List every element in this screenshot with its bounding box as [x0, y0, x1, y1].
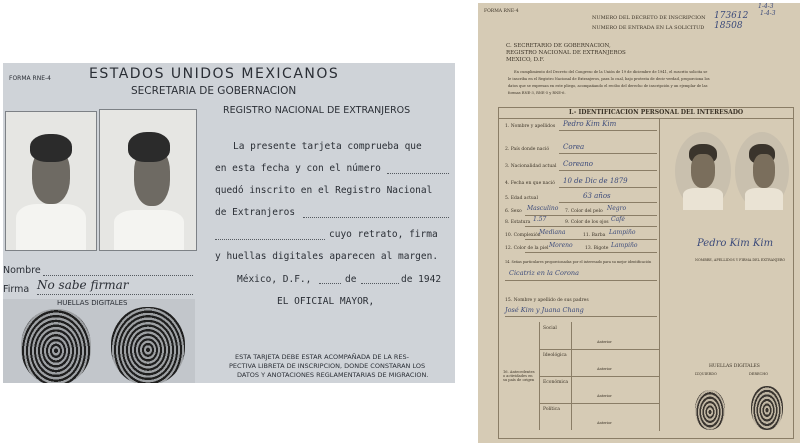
card-title: ESTADOS UNIDOS MEXICANOS [89, 66, 340, 82]
date-de: de [345, 274, 357, 285]
notice-line-2: PECTIVA LIBRETA DE INSCRIPCION, DONDE CONSTARAN LOS [229, 362, 426, 370]
corner-value-1: 1-4-3 [758, 3, 774, 10]
field-label: 1. Nombre y apellidos [505, 124, 556, 129]
side-field-label: 13. Bigote [585, 246, 609, 251]
antecedents-label: 16. Antecedentes o actividades en su país de origen [503, 370, 535, 382]
left-fingerprint [21, 309, 91, 383]
signature-caption: NOMBRE, APELLIDOS Y FIRMA DEL EXTRANJERO [695, 258, 786, 262]
field-value: Corea [563, 143, 585, 151]
right-fingerprint [111, 307, 185, 383]
antecedents-sublabel: Anterior [597, 367, 612, 371]
decree-number-value: 173612 [714, 11, 749, 21]
field-label: 5. Edad actual [505, 196, 538, 201]
field-label: 2. País donde nació [505, 147, 550, 152]
field-label: 10. Complexión [505, 233, 541, 238]
card-form-id: FORMA RNE-4 [9, 75, 51, 82]
left-thumbprint [695, 390, 725, 430]
antecedents-row: Social [543, 326, 557, 331]
body-line-6: y huellas digitales aparecen al margen. [215, 251, 439, 262]
field-value: 63 años [583, 192, 611, 200]
side-field-label: 9. Color de los ojos [565, 220, 609, 225]
entry-number-label: NUMERO DE ENTRADA EN LA SOLICITUD [592, 25, 705, 31]
side-field-label: 11. Barba [583, 233, 606, 238]
right-thumbprint [751, 386, 783, 430]
card-subtitle: SECRETARIA DE GOBERNACION [131, 85, 297, 97]
intro-line-2: le inscriba en el Registro Nacional de Extranjeros, para lo cual, bajo protesta de decir verdad, proporciona los [508, 77, 710, 81]
antecedents-row: Económica [543, 380, 569, 385]
field-value: Moreno [549, 242, 573, 249]
date-year: de 1942 [401, 274, 442, 285]
applicant-signature: Pedro Kim Kim [697, 238, 774, 249]
field-label: 3. Nacionalidad actual [505, 164, 557, 169]
field-value: Coreano [563, 160, 593, 168]
notice-line-3: DATOS Y ANOTACIONES REGLAMENTARIAS DE MIGRACION. [237, 371, 429, 379]
corner-value-2: 1-4-3 [760, 10, 776, 17]
field-label: 14. Señas particulares proporcionadas por el interesado para su mejor identificación [505, 260, 652, 264]
officer-title: EL OFICIAL MAYOR, [277, 296, 375, 307]
signature-value: No sabe firmar [37, 278, 129, 292]
antecedents-sublabel: Anterior [597, 421, 612, 425]
address-line-3: MEXICO, D.F. [506, 57, 545, 63]
field-label: 8. Estatura [505, 220, 531, 225]
identification-section [498, 107, 794, 439]
side-field-value: Café [611, 216, 625, 223]
field-value: Cicatriz en la Corona [509, 269, 579, 277]
prints-label: HUELLAS DIGITALES [709, 364, 760, 369]
registry-heading: REGISTRO NACIONAL DE EXTRANJEROS [223, 105, 411, 116]
intro-line-1: En cumplimiento del Decreto del Congreso de la Unión de 19 de diciembre de 1941, el suscrito solicita se [514, 70, 708, 74]
firma-label: Firma [3, 284, 30, 295]
field-label: 12. Color de la piel [505, 246, 549, 251]
front-portrait-photo [5, 111, 97, 251]
antecedents-row: Política [543, 407, 560, 412]
antecedents-sublabel: Anterior [597, 394, 612, 398]
field-value: Mediana [539, 229, 566, 236]
field-value: Pedro Kim Kim [563, 120, 617, 128]
side-field-value: Negro [607, 205, 627, 212]
antecedents-row: Ideológica [543, 353, 567, 358]
prints-sub-left: IZQUIERDO [695, 372, 717, 376]
fingerprints-label: HUELLAS DIGITALES [57, 299, 128, 307]
name-label: Nombre [3, 265, 41, 276]
intro-line-3: datos que se expresan en este pliego, acompañando el recibo del derecho de inscripción y un ejemplar de las [508, 84, 708, 88]
section-title: I.- IDENTIFICACION PERSONAL DEL INTERESADO [569, 109, 744, 116]
entry-number-value: 18508 [714, 21, 743, 31]
profile-photo-oval [735, 132, 789, 210]
decree-number-label: NUMERO DEL DECRETO DE INSCRIPCION [592, 15, 706, 21]
body-line-2: en esta fecha y con el número [215, 163, 381, 174]
body-line-1: La presente tarjeta comprueba que [233, 141, 422, 152]
address-line-2: REGISTRO NACIONAL DE EXTRANJEROS [506, 50, 626, 56]
field-label: 6. Sexo [505, 209, 522, 214]
field-value: 10 de Dic de 1879 [563, 177, 628, 185]
address-line-1: C. SECRETARIO DE GOBERNACION, [506, 43, 611, 49]
fingerprint-area [3, 299, 195, 383]
field-value: Masculino [527, 205, 559, 212]
form-id: FORMA RNE-4 [484, 9, 519, 14]
antecedents-sublabel: Anterior [597, 340, 612, 344]
date-prefix: México, D.F., [237, 274, 312, 285]
field-value: 1.57 [533, 216, 547, 223]
side-field-label: 7. Color del pelo [565, 209, 603, 214]
body-line-3: quedó inscrito en el Registro Nacional [215, 185, 433, 196]
side-field-value: Lampiño [609, 229, 636, 236]
intro-line-4: formas RNE-3, RNE-5 y RNE-6. [508, 91, 566, 95]
registration-card [3, 63, 455, 383]
field-label: 15. Nombre y apellido de sus padres [505, 298, 589, 303]
field-value: José Kim y Juana Chang [505, 306, 584, 314]
body-line-5: cuyo retrato, firma [329, 229, 438, 240]
profile-portrait-photo [99, 109, 197, 251]
prints-sub-right: DERECHO [749, 372, 769, 376]
field-label: 4. Fecha en que nació [505, 181, 555, 186]
body-line-4: de Extranjeros [215, 207, 296, 218]
side-field-value: Lampiño [611, 242, 638, 249]
front-photo-oval [675, 132, 731, 210]
registration-application-form [478, 3, 800, 443]
notice-line-1: ESTA TARJETA DEBE ESTAR ACOMPAÑADA DE LA RES- [235, 353, 409, 361]
